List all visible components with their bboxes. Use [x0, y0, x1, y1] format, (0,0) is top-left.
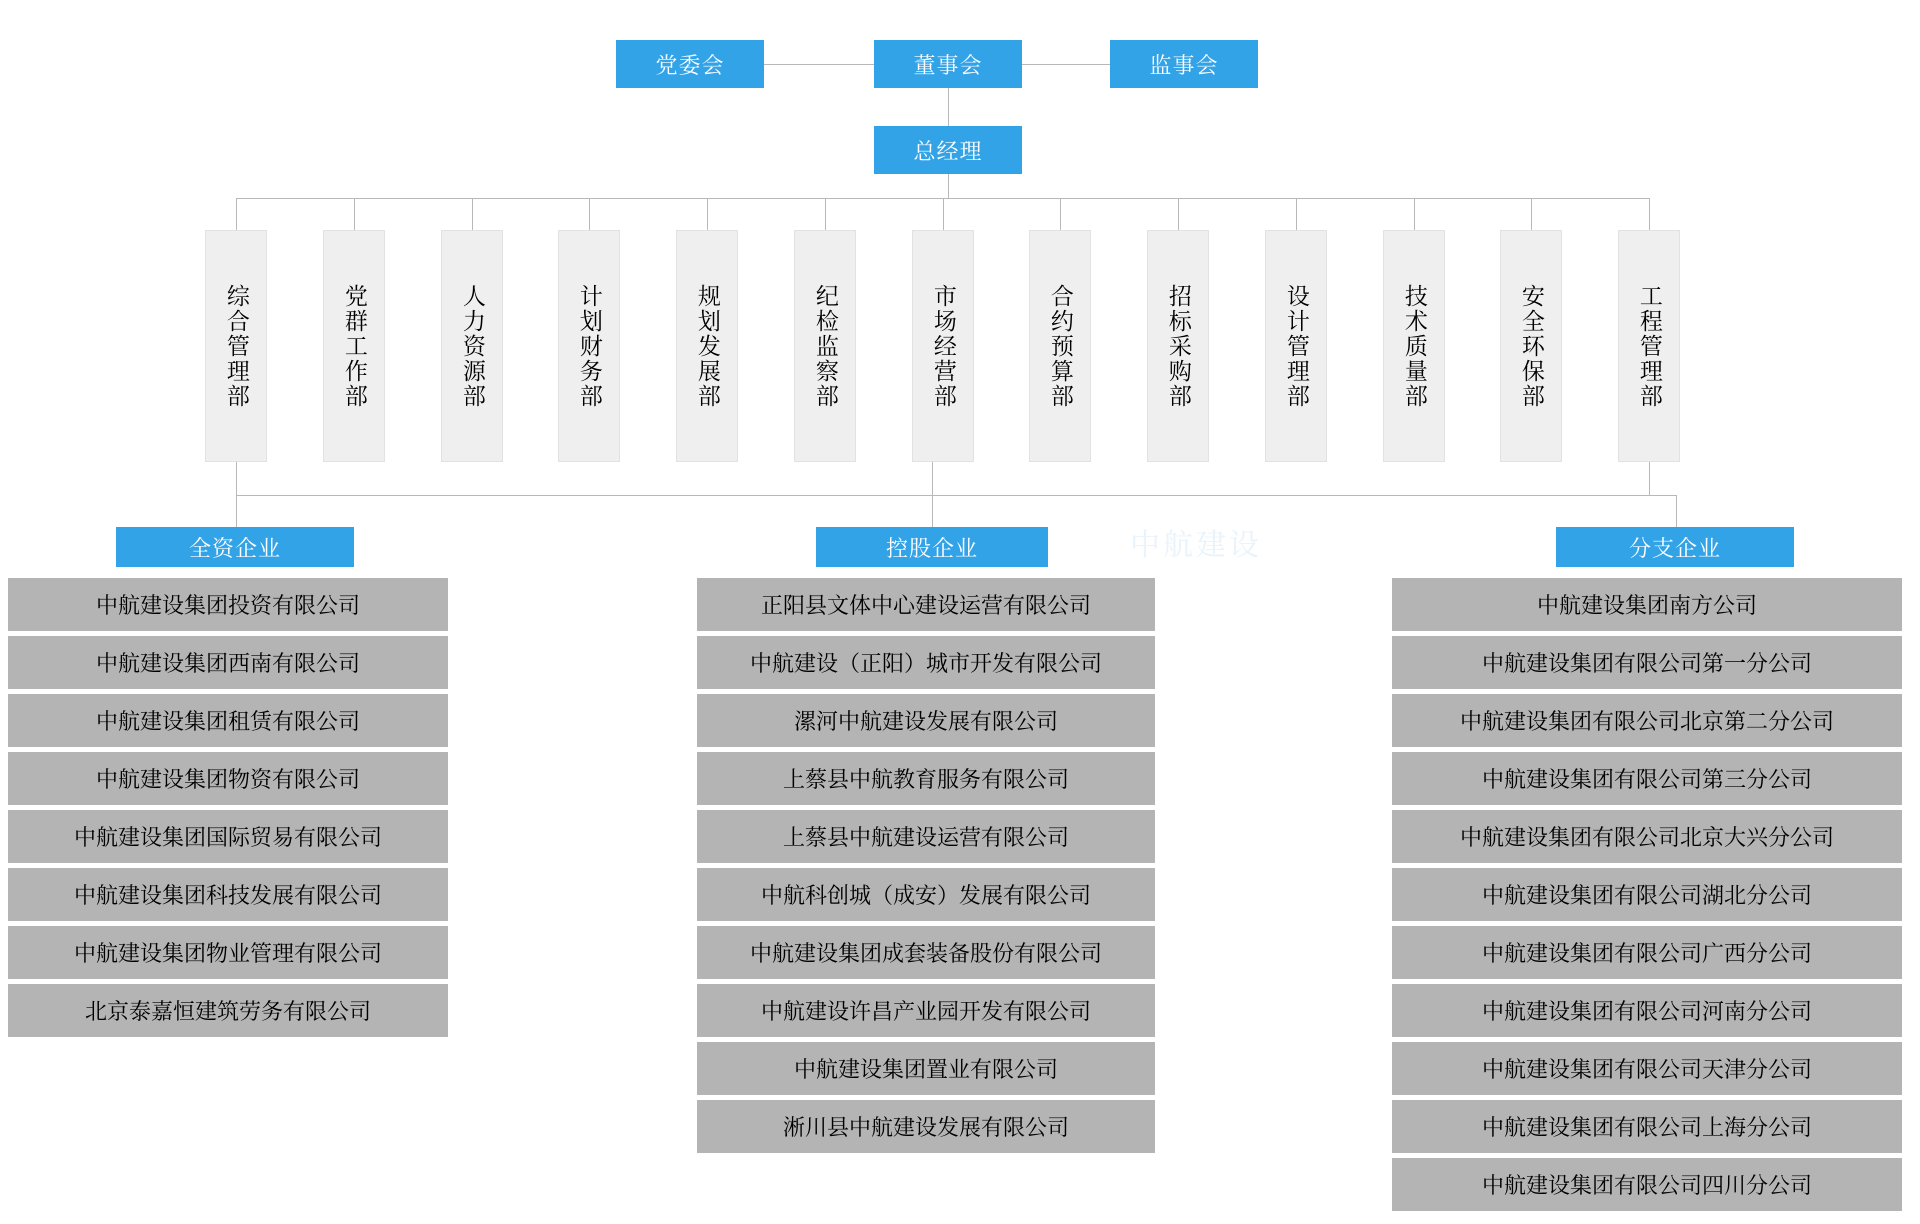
- group-title[interactable]: 控股企业: [816, 527, 1048, 567]
- connector-dept-to-lower: [932, 465, 933, 495]
- department-drop-line: [236, 198, 237, 230]
- company-item[interactable]: 正阳县文体中心建设运营有限公司: [697, 578, 1155, 633]
- department-drop-line: [1178, 198, 1179, 230]
- company-item[interactable]: 中航建设集团有限公司上海分公司: [1392, 1100, 1902, 1155]
- node-general-manager[interactable]: 总经理: [874, 126, 1022, 174]
- company-item[interactable]: 中航建设集团租赁有限公司: [8, 694, 448, 749]
- company-item[interactable]: 中航建设集团有限公司四川分公司: [1392, 1158, 1902, 1213]
- department-box[interactable]: 综合管理部: [205, 230, 267, 462]
- department-drop-line: [589, 198, 590, 230]
- connector-dept-bottom-left: [236, 462, 237, 495]
- company-item[interactable]: 淅川县中航建设发展有限公司: [697, 1100, 1155, 1155]
- company-item[interactable]: 中航建设集团有限公司河南分公司: [1392, 984, 1902, 1039]
- connector-party-board: [764, 64, 874, 65]
- department-box[interactable]: 合约预算部: [1029, 230, 1091, 462]
- company-item[interactable]: 中航建设集团有限公司第三分公司: [1392, 752, 1902, 807]
- company-item[interactable]: 中航建设集团有限公司湖北分公司: [1392, 868, 1902, 923]
- company-item[interactable]: 中航建设集团有限公司北京大兴分公司: [1392, 810, 1902, 865]
- company-item[interactable]: 中航建设集团投资有限公司: [8, 578, 448, 633]
- department-box[interactable]: 人力资源部: [441, 230, 503, 462]
- connector-board-supervisory: [1022, 64, 1110, 65]
- group-title[interactable]: 分支企业: [1556, 527, 1794, 567]
- department-drop-line: [943, 198, 944, 230]
- department-drop-line: [472, 198, 473, 230]
- company-item[interactable]: 中航建设集团南方公司: [1392, 578, 1902, 633]
- group-bus: [236, 495, 1676, 496]
- company-item[interactable]: 中航建设集团有限公司第一分公司: [1392, 636, 1902, 691]
- department-box[interactable]: 计划财务部: [558, 230, 620, 462]
- company-item[interactable]: 中航建设集团科技发展有限公司: [8, 868, 448, 923]
- department-box[interactable]: 纪检监察部: [794, 230, 856, 462]
- department-drop-line: [1414, 198, 1415, 230]
- department-drop-line: [1649, 198, 1650, 230]
- department-box[interactable]: 设计管理部: [1265, 230, 1327, 462]
- department-drop-line: [1296, 198, 1297, 230]
- department-box[interactable]: 安全环保部: [1500, 230, 1562, 462]
- department-box[interactable]: 招标采购部: [1147, 230, 1209, 462]
- department-box[interactable]: 党群工作部: [323, 230, 385, 462]
- company-item[interactable]: 中航建设（正阳）城市开发有限公司: [697, 636, 1155, 691]
- company-item[interactable]: 中航建设许昌产业园开发有限公司: [697, 984, 1155, 1039]
- company-item[interactable]: 中航建设集团成套装备股份有限公司: [697, 926, 1155, 981]
- group-title[interactable]: 全资企业: [116, 527, 354, 567]
- department-box[interactable]: 规划发展部: [676, 230, 738, 462]
- company-item[interactable]: 中航建设集团有限公司天津分公司: [1392, 1042, 1902, 1097]
- department-drop-line: [354, 198, 355, 230]
- node-board-of-directors[interactable]: 董事会: [874, 40, 1022, 88]
- company-item[interactable]: 中航建设集团有限公司广西分公司: [1392, 926, 1902, 981]
- company-item[interactable]: 中航建设集团物资有限公司: [8, 752, 448, 807]
- department-box[interactable]: 技术质量部: [1383, 230, 1445, 462]
- department-drop-line: [1531, 198, 1532, 230]
- company-item[interactable]: 上蔡县中航教育服务有限公司: [697, 752, 1155, 807]
- company-item[interactable]: 漯河中航建设发展有限公司: [697, 694, 1155, 749]
- department-drop-line: [1060, 198, 1061, 230]
- company-item[interactable]: 中航建设集团国际贸易有限公司: [8, 810, 448, 865]
- connector-bus-group-3: [1676, 495, 1677, 527]
- company-item[interactable]: 上蔡县中航建设运营有限公司: [697, 810, 1155, 865]
- department-drop-line: [707, 198, 708, 230]
- watermark: 中航建设: [1130, 529, 1262, 562]
- connector-dept-bottom-right: [1649, 462, 1650, 495]
- company-item[interactable]: 中航建设集团有限公司北京第二分公司: [1392, 694, 1902, 749]
- node-party-committee[interactable]: 党委会: [616, 40, 764, 88]
- company-item[interactable]: 中航建设集团物业管理有限公司: [8, 926, 448, 981]
- node-supervisory-board[interactable]: 监事会: [1110, 40, 1258, 88]
- connector-bus-group-2: [932, 495, 933, 527]
- department-drop-line: [825, 198, 826, 230]
- connector-board-gm: [948, 88, 949, 126]
- department-box[interactable]: 市场经营部: [912, 230, 974, 462]
- department-box[interactable]: 工程管理部: [1618, 230, 1680, 462]
- company-item[interactable]: 中航建设集团西南有限公司: [8, 636, 448, 691]
- company-item[interactable]: 中航科创城（成安）发展有限公司: [697, 868, 1155, 923]
- company-item[interactable]: 中航建设集团置业有限公司: [697, 1042, 1155, 1097]
- company-item[interactable]: 北京泰嘉恒建筑劳务有限公司: [8, 984, 448, 1039]
- connector-gm-bus: [948, 174, 949, 198]
- connector-bus-group-1: [236, 495, 237, 527]
